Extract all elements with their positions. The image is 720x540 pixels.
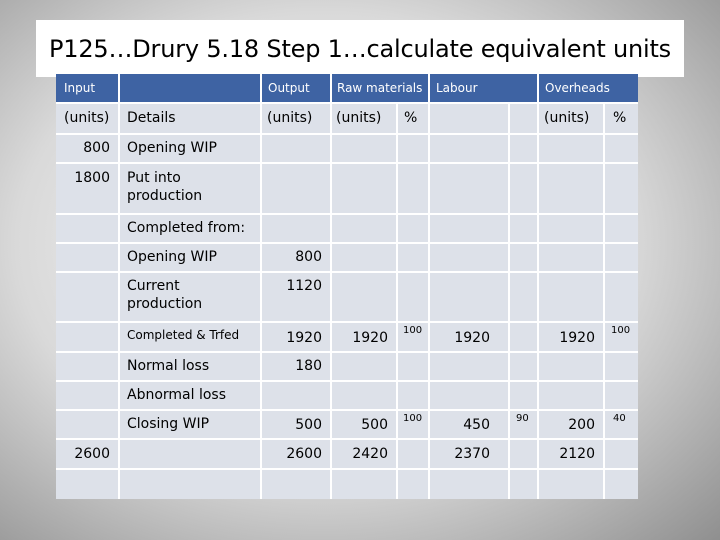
table-row [56, 411, 118, 438]
subheader-input-units: (units) [56, 104, 118, 133]
cell [430, 135, 508, 162]
cell-output: 1920 [262, 323, 330, 351]
cell [332, 215, 396, 242]
equivalent-units-table [56, 74, 638, 499]
totals-row: 2600 [56, 440, 118, 468]
cell [510, 470, 537, 499]
slide-title: P125…Drury 5.18 Step 1…calculate equivalent units [49, 34, 671, 63]
header-overheads: Overheads [539, 74, 638, 102]
cell [510, 353, 537, 380]
subheader-details: Details [120, 104, 260, 133]
cell [398, 470, 428, 499]
cell [539, 164, 603, 213]
cell-labour-pct: 90 [510, 411, 537, 438]
row-details: Opening WIP [120, 135, 260, 162]
cell [332, 164, 396, 213]
subheader-output-units: (units) [262, 104, 330, 133]
cell [398, 135, 428, 162]
cell [332, 353, 396, 380]
cell [262, 470, 330, 499]
cell [605, 244, 638, 271]
cell-output: 180 [262, 353, 330, 380]
cell [605, 382, 638, 409]
cell-labour-pct [510, 323, 537, 351]
cell [605, 215, 638, 242]
cell [430, 382, 508, 409]
cell-rm-units: 1920 [332, 323, 396, 351]
cell [398, 273, 428, 321]
table-row: 800 [56, 135, 118, 162]
row-details: Closing WIP [120, 411, 260, 438]
table-row [56, 353, 118, 380]
header-details [120, 74, 260, 102]
cell-oh-units: 200 [539, 411, 603, 438]
subheader-rm-pct: % [398, 104, 428, 133]
header-labour: Labour [430, 74, 537, 102]
subheader-oh-units: (units) [539, 104, 603, 133]
cell [430, 470, 508, 499]
cell [120, 470, 260, 499]
cell [398, 164, 428, 213]
row-details: Abnormal loss [120, 382, 260, 409]
cell [430, 244, 508, 271]
cell [605, 135, 638, 162]
row-details: Completed from: [120, 215, 260, 242]
table-row [56, 382, 118, 409]
slide-title-box [36, 20, 684, 77]
row-details: Put into production [120, 164, 260, 213]
table-row [56, 323, 118, 351]
cell [398, 440, 428, 468]
cell-output: 1120 [262, 273, 330, 321]
cell [510, 135, 537, 162]
cell [605, 164, 638, 213]
cell-oh-units: 1920 [539, 323, 603, 351]
cell-output: 800 [262, 244, 330, 271]
cell-labour-units: 1920 [430, 323, 508, 351]
subheader-labour-units [430, 104, 508, 133]
total-oh-units: 2120 [539, 440, 603, 468]
cell [605, 353, 638, 380]
cell [332, 135, 396, 162]
table-row [56, 273, 118, 321]
cell-output: 500 [262, 411, 330, 438]
cell-labour-units: 450 [430, 411, 508, 438]
cell [332, 273, 396, 321]
cell [605, 470, 638, 499]
cell [398, 244, 428, 271]
header-output: Output [262, 74, 330, 102]
cell [430, 273, 508, 321]
cell [398, 353, 428, 380]
cell [605, 440, 638, 468]
cell [398, 382, 428, 409]
row-details [120, 440, 260, 468]
cell [430, 215, 508, 242]
cell [539, 353, 603, 380]
row-details: Current production [120, 273, 260, 321]
total-output: 2600 [262, 440, 330, 468]
cell-oh-pct: 40 [605, 411, 638, 438]
cell [539, 470, 603, 499]
cell [332, 470, 396, 499]
cell [539, 135, 603, 162]
cell [510, 244, 537, 271]
cell [539, 244, 603, 271]
cell [539, 382, 603, 409]
cell [332, 244, 396, 271]
header-raw-materials: Raw materials [332, 74, 428, 102]
cell [510, 215, 537, 242]
cell [398, 215, 428, 242]
subheader-oh-pct: % [605, 104, 638, 133]
cell [262, 135, 330, 162]
total-rm-units: 2420 [332, 440, 396, 468]
cell [430, 164, 508, 213]
table-row [56, 244, 118, 271]
cell [262, 164, 330, 213]
cell [510, 273, 537, 321]
cell-rm-pct: 100 [398, 411, 428, 438]
row-details: Opening WIP [120, 244, 260, 271]
cell [510, 164, 537, 213]
row-details: Completed & Trfed [120, 323, 260, 351]
empty-row [56, 470, 118, 499]
cell-rm-pct: 100 [398, 323, 428, 351]
cell [332, 382, 396, 409]
subheader-rm-units: (units) [332, 104, 396, 133]
cell-rm-units: 500 [332, 411, 396, 438]
header-input: Input [56, 74, 118, 102]
subheader-labour-pct [510, 104, 537, 133]
cell [539, 273, 603, 321]
cell [262, 215, 330, 242]
cell [539, 215, 603, 242]
row-details: Normal loss [120, 353, 260, 380]
cell [605, 273, 638, 321]
table-row [56, 215, 118, 242]
cell [510, 440, 537, 468]
cell [262, 382, 330, 409]
cell [430, 353, 508, 380]
cell-oh-pct: 100 [605, 323, 638, 351]
cell [510, 382, 537, 409]
table-row: 1800 [56, 164, 118, 213]
total-labour-units: 2370 [430, 440, 508, 468]
